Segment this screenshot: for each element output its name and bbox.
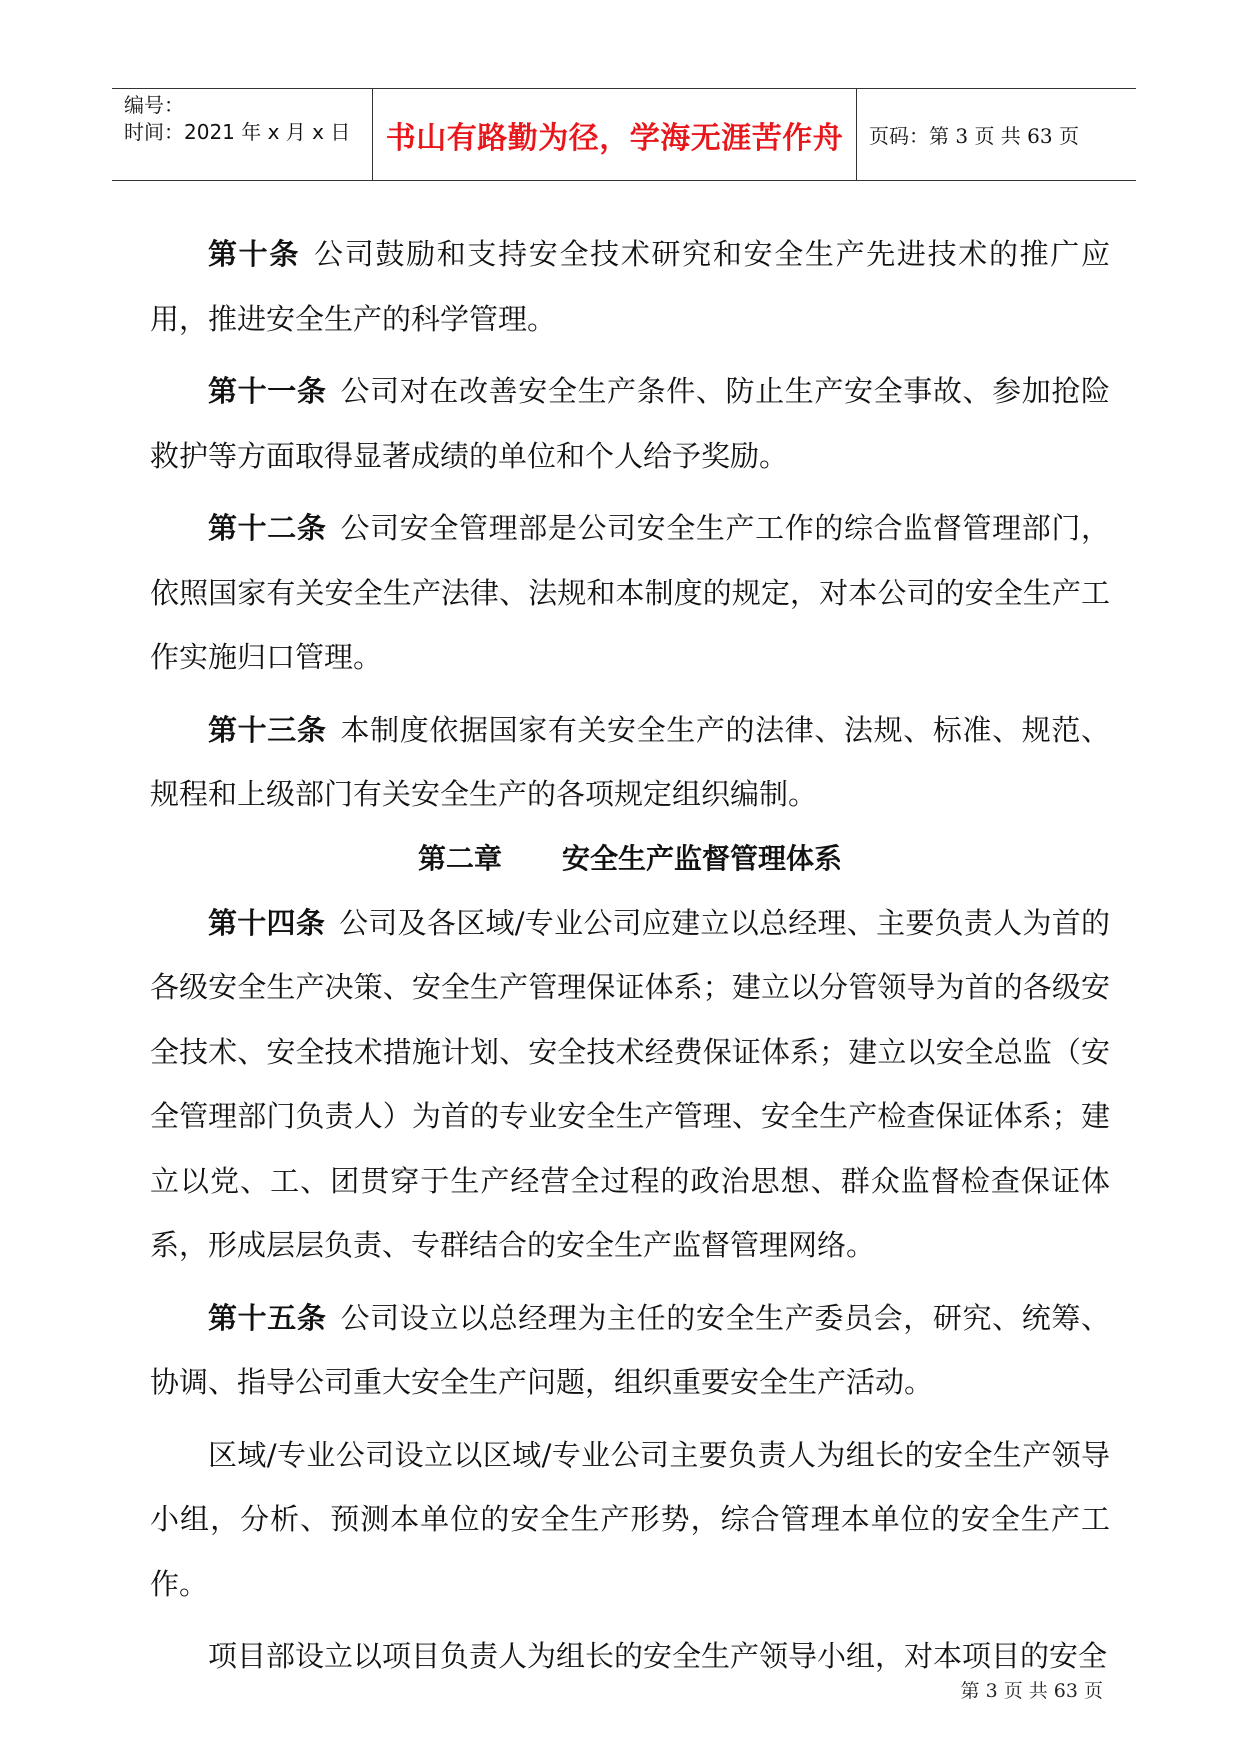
page-footer: 第 3 页 共 63 页 — [960, 1680, 1103, 1702]
article-text: 公司鼓励和支持安全技术研究和安全生产先进技术的推广应用，推进安全生产的科学管理。 — [150, 237, 1110, 336]
article-text: 公司对在改善安全生产条件、防止生产安全事故、参加抢险救护等方面取得显著成绩的单位和个人给予奖励。 — [150, 374, 1110, 473]
article-11 — [150, 359, 1110, 488]
header-page-label: 页码：第 3 页 共 63 页 — [869, 124, 1079, 148]
paragraph-project: 项目部设立以项目负责人为组长的安全生产领导小组，对本项目的安全 — [208, 1639, 1108, 1673]
article-12 — [150, 496, 1110, 690]
document-time-label: 时间：2021 年 x 月 x 日 — [124, 120, 351, 144]
article-title: 第十一条 — [208, 374, 327, 408]
article-14 — [150, 891, 1110, 1278]
article-text: 公司安全管理部是公司安全生产工作的综合监督管理部门，依照国家有关安全生产法律、法规和本制度的规定，对本公司的安全生产工作实施归口管理。 — [150, 511, 1110, 674]
paragraph-regional: 区域/专业公司设立以区域/专业公司主要负责人为组长的安全生产领导小组，分析、预测本单位的安全生产形势，综合管理本单位的安全生产工作。 — [150, 1437, 1110, 1601]
article-text: 本制度依据国家有关安全生产的法律、法规、标准、规范、规程和上级部门有关安全生产的各项规定组织编制。 — [150, 712, 1110, 811]
article-text: 公司及各区域/专业公司应建立以总经理、主要负责人为首的各级安全生产决策、安全生产管理保证体系；建立以分管领导为首的各级安全技术、安全技术措施计划、安全技术经费保证体系；建立以安全总监（安全管理部门负责人）为首的专业安全生产管理、安全生产检查保证体系；建立以党、工、团贯穿于生产经营全过程的政治思想、群众监督检查保证体系，形成层层负责、专群结合的安全生产监督管理网络。 — [150, 905, 1110, 1262]
article-title: 第十条 — [208, 237, 301, 271]
article-title: 第十三条 — [208, 712, 327, 747]
article-title: 第十二条 — [208, 511, 327, 545]
article-13 — [150, 698, 1110, 827]
chapter-heading — [150, 827, 1110, 891]
chapter-number: 第二章 — [417, 841, 502, 875]
article-15 — [150, 1286, 1110, 1415]
document-header — [112, 88, 1136, 181]
header-meta — [112, 89, 373, 180]
document-number-label: 编号： — [124, 93, 184, 117]
article-10 — [150, 222, 1110, 351]
article-title: 第十四条 — [208, 905, 326, 940]
document-body — [150, 222, 1110, 1697]
header-motto: 书山有路勤为径，学海无涯苦作舟 — [373, 89, 857, 180]
article-text: 公司设立以总经理为主任的安全生产委员会，研究、统筹、协调、指导公司重大安全生产问题，组织重要安全生产活动。 — [150, 1300, 1110, 1399]
chapter-title: 安全生产监督管理体系 — [562, 841, 843, 875]
article-title: 第十五条 — [208, 1300, 327, 1335]
